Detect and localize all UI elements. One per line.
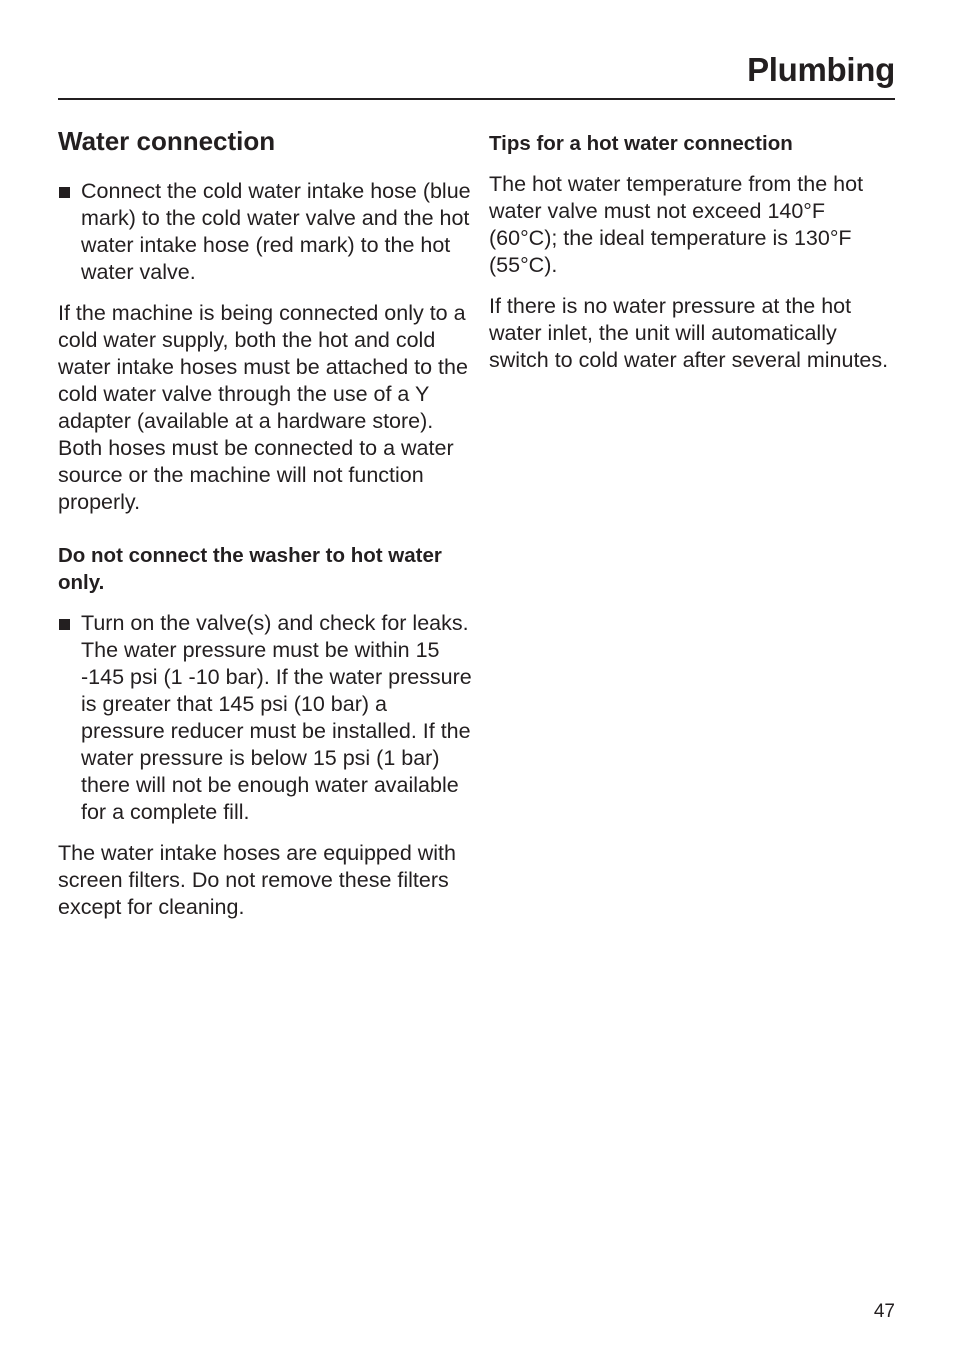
bullet-text: Turn on the valve(s) and check for leaks. The water pressure must be within 15 -145 psi (1 -10 bar). If the water pressure is greater that 145 psi (10 bar) a pressure reducer must be installed. If the water pressure is below 15 psi (1 bar) there will not be enough water available for a complete fill. (81, 611, 472, 824)
section-heading-water-connection: Water connection (58, 126, 276, 156)
paragraph-cold-supply: If the machine is being connected only to a cold water supply, both the hot and cold water intake hoses must be attached to the cold water valve through the use of a Y adapter (available at a hardware store). Both hoses must be connected to a water source or the machine will not function properly. (58, 301, 468, 514)
paragraph-no-pressure: If there is no water pressure at the hot water inlet, the unit will automatically switch to cold water after several minutes. (489, 294, 889, 372)
paragraph-screen-filters: The water intake hoses are equipped with screen filters. Do not remove these filters except for cleaning. (58, 841, 456, 919)
bullet-connect-hoses (58, 178, 473, 286)
page-title: Plumbing (747, 51, 895, 88)
square-bullet-icon (59, 619, 70, 630)
paragraph-hot-water-temperature: The hot water temperature from the hot water valve must not exceed 140°F (60°C); the ideal temperature is 130°F (55°C). (489, 172, 864, 277)
warning-hot-water-only: Do not connect the washer to hot water only. (58, 544, 442, 594)
page-number: 47 (873, 1301, 895, 1322)
subheading-hot-water-tips: Tips for a hot water connection (489, 132, 793, 155)
title-rule (58, 98, 895, 100)
left-column (58, 118, 473, 935)
square-bullet-icon (59, 187, 70, 198)
right-column (489, 118, 894, 388)
bullet-check-pressure (58, 610, 473, 826)
bullet-text: Connect the cold water intake hose (blue mark) to the cold water valve and the hot water intake hose (red mark) to the hot water valve. (81, 179, 471, 284)
